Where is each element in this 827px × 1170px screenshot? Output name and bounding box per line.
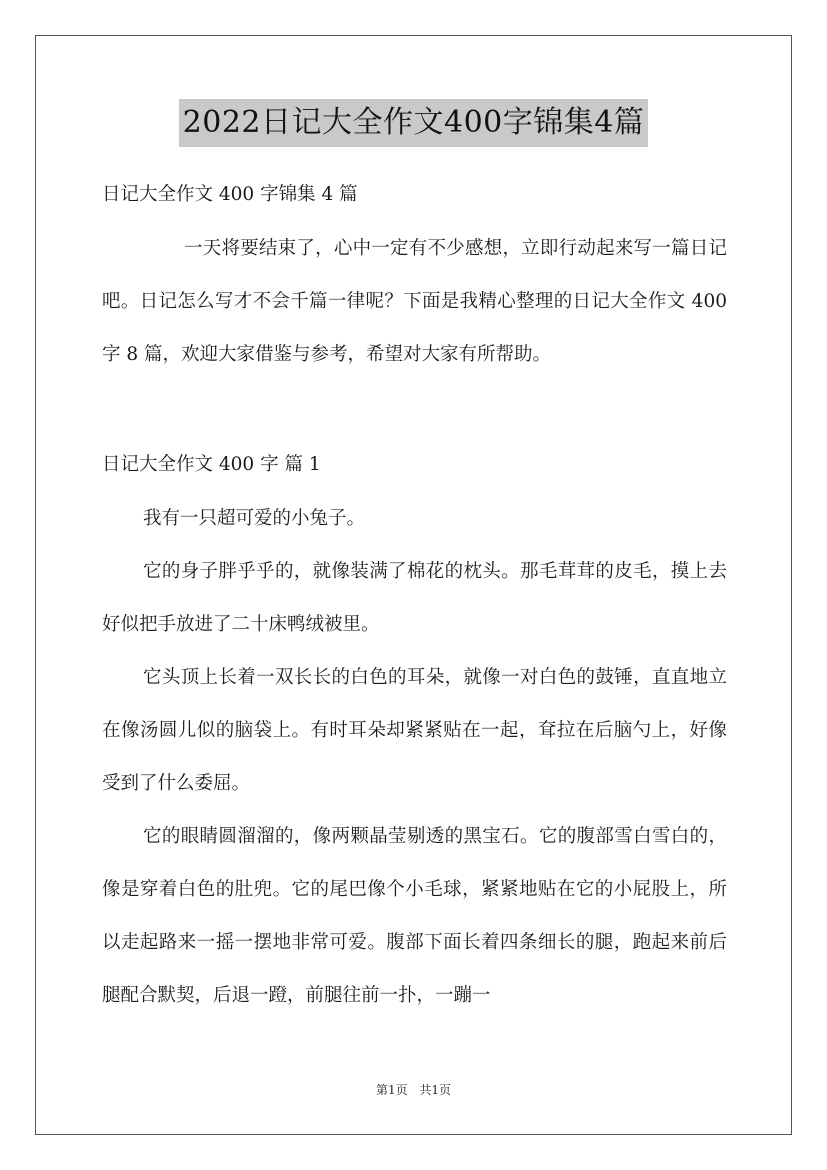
section-heading: 日记大全作文 400 字 篇 1 bbox=[102, 454, 321, 475]
document-subtitle: 日记大全作文 400 字锦集 4 篇 bbox=[102, 184, 358, 205]
page-total: 共1页 bbox=[419, 1083, 452, 1097]
page-footer bbox=[0, 1080, 827, 1100]
document-title: 2022日记大全作文400字锦集4篇 bbox=[179, 99, 649, 147]
paragraph: 它的眼睛圆溜溜的，像两颗晶莹剔透的黑宝石。它的腹部雪白雪白的，像是穿着白色的肚兜。它的尾巴像个小毛球，紧紧地贴在它的小屁股上，所以走起路来一摇一摆地非常可爱。腹部下面长着四条细长的腿，跑起来前后腿配合默契，后退一蹬，前腿往前一扑，一蹦一 bbox=[102, 826, 727, 1006]
article-body bbox=[102, 492, 727, 1022]
paragraph: 它头顶上长着一双长长的白色的耳朵，就像一对白色的鼓锤，直直地立在像汤圆儿似的脑袋上。有时耳朵却紧紧贴在一起，耷拉在后脑勺上，好像受到了什么委屈。 bbox=[102, 667, 727, 794]
intro-paragraph: 一天将要结束了，心中一定有不少感想，立即行动起来写一篇日记吧。日记怎么写才不会千篇一律呢？下面是我精心整理的日记大全作文 400 字 8 篇，欢迎大家借鉴与参考，希望对大家有所帮助。 bbox=[102, 238, 727, 365]
paragraph: 我有一只超可爱的小兔子。 bbox=[143, 508, 366, 529]
paragraph: 它的身子胖乎乎的，就像装满了棉花的枕头。那毛茸茸的皮毛，摸上去好似把手放进了二十床鸭绒被里。 bbox=[102, 561, 727, 635]
title-container bbox=[0, 99, 827, 147]
page-number: 第1页 bbox=[375, 1083, 408, 1097]
